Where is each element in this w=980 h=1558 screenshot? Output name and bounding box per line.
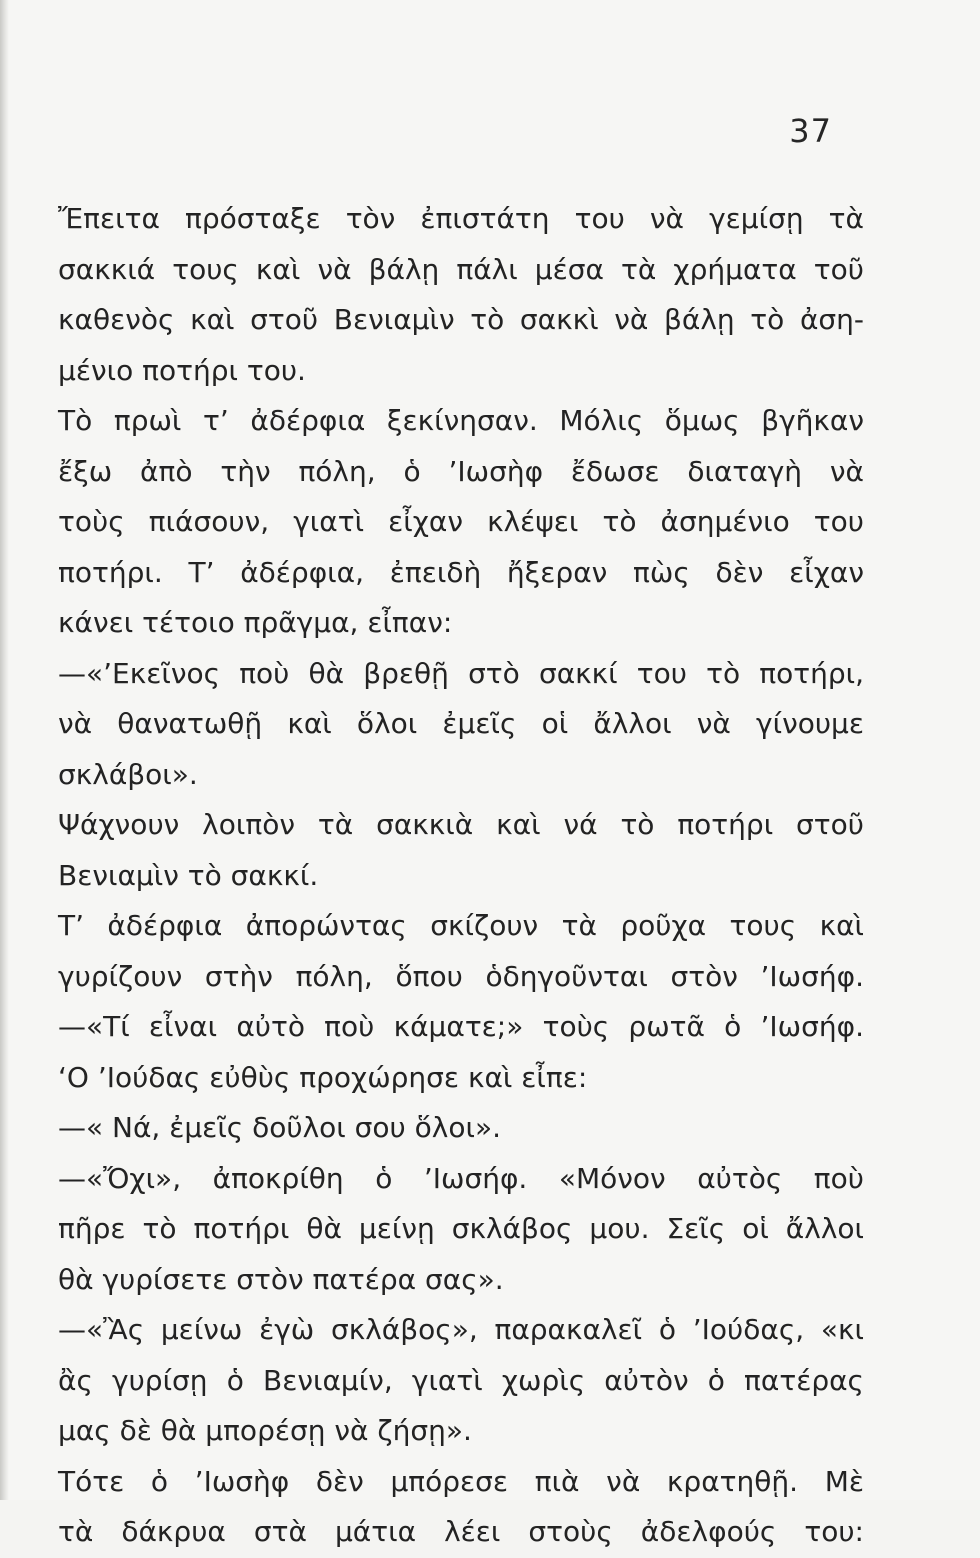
- text-line: Τὸ πρωὶ τ’ ἀδέρφια ξεκίνησαν. Μόλις ὅμως βγῆκαν: [58, 404, 864, 437]
- text-line: Τ’ ἀδέρφια ἀπορώντας σκίζουν τὰ ροῦχα τους καὶ: [58, 909, 864, 942]
- text-line: τὰ δάκρυα στὰ μάτια λέει στοὺς ἀδελφούς του:: [58, 1515, 864, 1548]
- text-line: —«’Εκεῖνος ποὺ θὰ βρεθῇ στὸ σακκί του τὸ ποτήρι,: [58, 656, 864, 690]
- text-line: σακκιά τους καὶ νὰ βάλῃ πάλι μέσα τὰ χρήματα τοῦ: [58, 252, 864, 286]
- body-text: [58, 194, 864, 1558]
- text-line: ἔξω ἀπὸ τὴν πόλη, ὁ ’Ιωσὴφ ἔδωσε διαταγὴ νὰ: [58, 454, 864, 488]
- text-line: μένιο ποτήρι του.: [58, 353, 306, 387]
- text-line: Ἔπειτα πρόσταξε τὸν ἐπιστάτη του νὰ γεμίσῃ τὰ: [58, 202, 864, 235]
- text-line: —«Τί εἶναι αὐτὸ ποὺ κάματε;» τοὺς ρωτᾶ ὁ ’Ιωσήφ.: [58, 1010, 864, 1043]
- text-line: —«Ὄχι», ἀποκρίθη ὁ ’Ιωσήφ. «Μόνον αὐτὸς ποὺ: [58, 1161, 864, 1195]
- text-line: κάνει τέτοιο πρᾶγμα, εἶπαν:: [58, 606, 453, 639]
- text-line: Ψάχνουν λοιπὸν τὰ σακκιὰ καὶ νά τὸ ποτήρι στοῦ: [58, 808, 864, 841]
- text-line: γυρίζουν στὴν πόλη, ὅπου ὁδηγοῦνται στὸν ’Ιωσήφ.: [58, 959, 864, 993]
- text-line: σκλάβοι».: [58, 757, 198, 791]
- text-line: ‘Ο ’Ιούδας εὐθὺς προχώρησε καὶ εἶπε:: [58, 1060, 588, 1094]
- text-line: —« Νά, ἐμεῖς δοῦλοι σου ὅλοι».: [58, 1111, 501, 1144]
- text-line: ποτήρι. Τ’ ἀδέρφια, ἐπειδὴ ἤξεραν πὼς δὲν εἶχαν: [58, 555, 864, 589]
- text-line: πῆρε τὸ ποτήρι θὰ μείνῃ σκλάβος μου. Σεῖς οἱ ἄλλοι: [58, 1212, 864, 1245]
- text-line: μας δὲ θὰ μπορέσῃ νὰ ζήσῃ».: [58, 1414, 472, 1447]
- text-line: θὰ γυρίσετε στὸν πατέρα σας».: [58, 1262, 504, 1296]
- text-line: Τότε ὁ ’Ιωσὴφ δὲν μπόρεσε πιὰ νὰ κρατηθῇ. Μὲ: [58, 1464, 864, 1498]
- text-line: Βενιαμὶν τὸ σακκί.: [58, 858, 319, 892]
- page-binding-edge: [0, 0, 9, 1500]
- text-line: —«Ἂς μείνω ἐγὼ σκλάβος», παρακαλεῖ ὁ ’Ιούδας, «κι: [58, 1313, 864, 1346]
- text-line: νὰ θανατωθῇ καὶ ὅλοι ἐμεῖς οἱ ἄλλοι νὰ γίνουμε: [58, 707, 864, 740]
- text-line: ἂς γυρίσῃ ὁ Βενιαμίν, γιατὶ χωρὶς αὐτὸν ὁ πατέρας: [58, 1363, 864, 1397]
- text-line: καθενὸς καὶ στοῦ Βενιαμὶν τὸ σακκὶ νὰ βάλῃ τὸ ἀση-: [58, 303, 864, 336]
- page-number: 37: [789, 112, 832, 150]
- text-line: τοὺς πιάσουν, γιατὶ εἶχαν κλέψει τὸ ἀσημένιο του: [58, 505, 864, 538]
